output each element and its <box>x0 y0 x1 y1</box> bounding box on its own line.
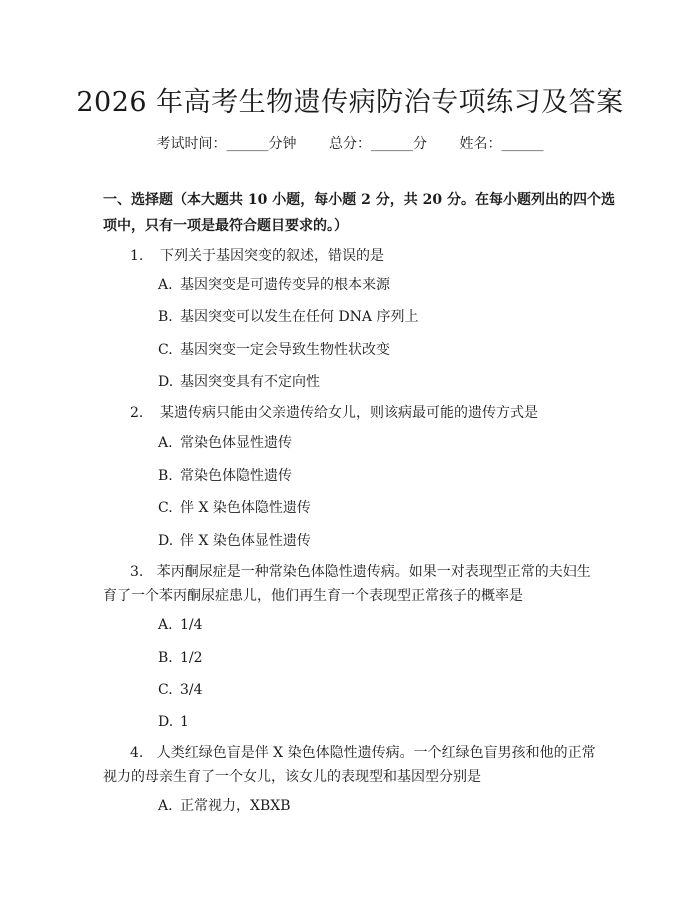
exam-info <box>0 133 700 153</box>
option-2b[interactable]: B. 常染色体隐性遗传 <box>158 468 292 484</box>
exam-time: 考试时间：______分钟 <box>156 136 297 152</box>
name-blank[interactable]: ______ <box>501 136 544 152</box>
question-text: 下列关于基因突变的叙述，错误的是 <box>160 248 384 264</box>
student-name: 姓名：______ <box>459 136 544 152</box>
question-1 <box>103 244 603 268</box>
question-text: 苯丙酮尿症是一种常染色体隐性遗传病。如果一对表现型正常的夫妇生育了一个苯丙酮尿症患儿，他们再生育一个表现型正常孩子的概率是 <box>103 564 591 604</box>
option-1c[interactable]: C. 基因突变一定会导致生物性状改变 <box>158 342 390 358</box>
section-heading: 一、选择题（本大题共 10 小题，每小题 2 分，共 20 分。在每小题列出的四个选项中，只有一项是最符合题目要求的。） <box>103 192 615 234</box>
question-number: 1. <box>130 248 144 264</box>
option-3c[interactable]: C. 3/4 <box>158 682 203 698</box>
question-4 <box>103 741 603 789</box>
option-3d[interactable]: D. 1 <box>158 714 189 730</box>
question-text: 人类红绿色盲是伴 X 染色体隐性遗传病。一个红绿色盲男孩和他的正常视力的母亲生育了一个女儿，该女儿的表现型和基因型分别是 <box>103 745 596 785</box>
question-number: 2. <box>130 405 144 421</box>
option-3b[interactable]: B. 1/2 <box>158 650 203 666</box>
option-1b[interactable]: B. 基因突变可以发生在任何 DNA 序列上 <box>158 309 419 325</box>
question-number: 4. <box>130 745 144 761</box>
option-4a[interactable]: A. 正常视力，XBXB <box>158 798 291 814</box>
question-2 <box>103 401 603 425</box>
option-2a[interactable]: A. 常染色体显性遗传 <box>158 435 292 451</box>
score-blank[interactable]: ______ <box>371 136 413 152</box>
option-1a[interactable]: A. 基因突变是可遗传变异的根本来源 <box>158 277 390 293</box>
time-blank[interactable]: ______ <box>226 136 269 152</box>
question-number: 3. <box>130 564 144 580</box>
option-2c[interactable]: C. 伴 X 染色体隐性遗传 <box>158 500 311 516</box>
option-3a[interactable]: A. 1/4 <box>158 617 203 633</box>
option-2d[interactable]: D. 伴 X 染色体显性遗传 <box>158 533 311 549</box>
question-3 <box>103 560 603 608</box>
page-title: 2026 年高考生物遗传病防治专项练习及答案 <box>76 87 624 118</box>
total-score: 总分：______分 <box>329 136 427 152</box>
option-1d[interactable]: D. 基因突变具有不定向性 <box>158 374 320 390</box>
question-text: 某遗传病只能由父亲遗传给女儿，则该病最可能的遗传方式是 <box>160 405 538 421</box>
